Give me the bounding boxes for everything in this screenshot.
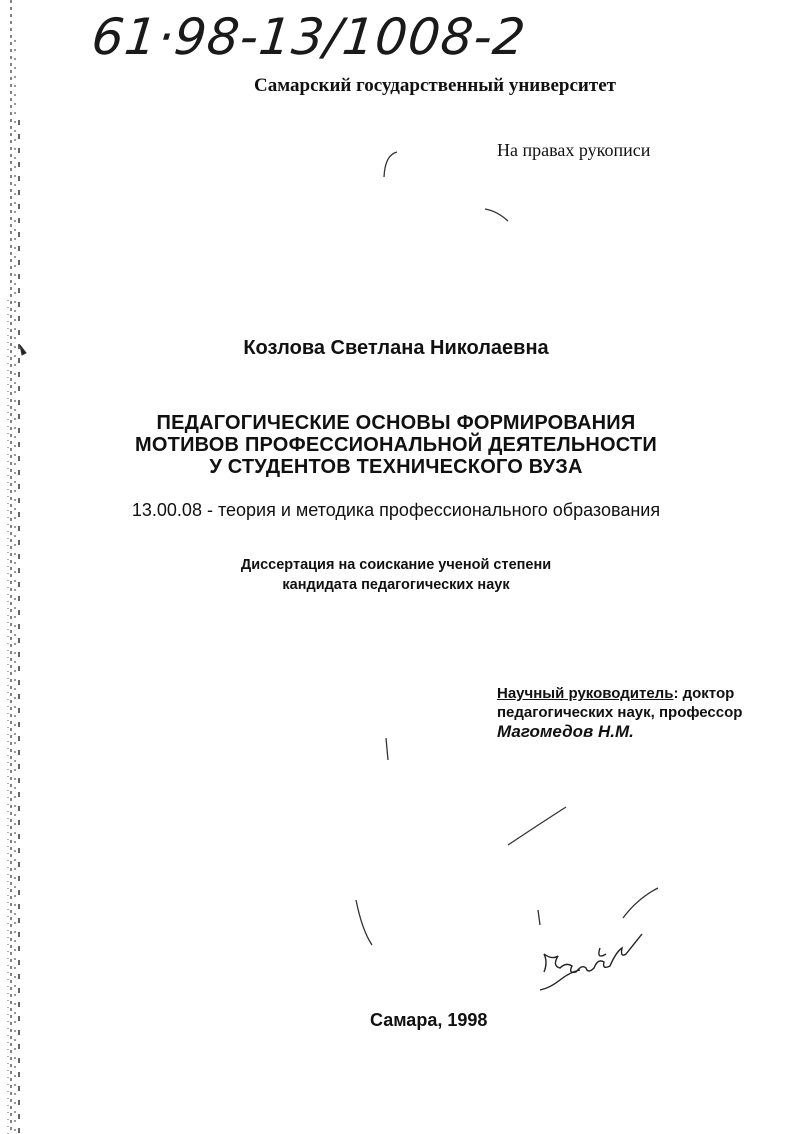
degree-line: Диссертация на соискание ученой степени xyxy=(240,557,552,573)
title-line: МОТИВОВ ПРОФЕССИОНАЛЬНОЙ ДЕЯТЕЛЬНОСТИ xyxy=(135,434,657,456)
archive-call-number: 61·98-13/1008-2 xyxy=(88,8,529,66)
title-line: ПЕДАГОГИЧЕСКИЕ ОСНОВЫ ФОРМИРОВАНИЯ xyxy=(156,412,636,434)
title-line: У СТУДЕНТОВ ТЕХНИЧЕСКОГО ВУЗА xyxy=(209,456,583,478)
author-name: Козлова Светлана Николаевна xyxy=(243,337,549,359)
supervisor-name: Магомедов Н.М. xyxy=(497,722,634,741)
degree-line: кандидата педагогических наук xyxy=(282,577,510,593)
supervisor-label: Научный руководитель xyxy=(497,685,674,702)
university-name: Самарский государственный университет xyxy=(254,75,616,96)
stray-pen-marks xyxy=(356,152,658,945)
city-year: Самара, 1998 xyxy=(370,1010,488,1030)
supervisor-label-line xyxy=(497,684,742,703)
supervisor-credentials: педагогических наук, профессор xyxy=(497,704,743,721)
specialty-code: 13.00.08 - теория и методика профессионального образования xyxy=(131,500,661,520)
supervisor-label-suffix: : доктор xyxy=(673,685,735,702)
supervisor-block xyxy=(497,684,742,741)
manuscript-rights-note: На правах рукописи xyxy=(497,140,651,160)
signature xyxy=(540,934,642,990)
